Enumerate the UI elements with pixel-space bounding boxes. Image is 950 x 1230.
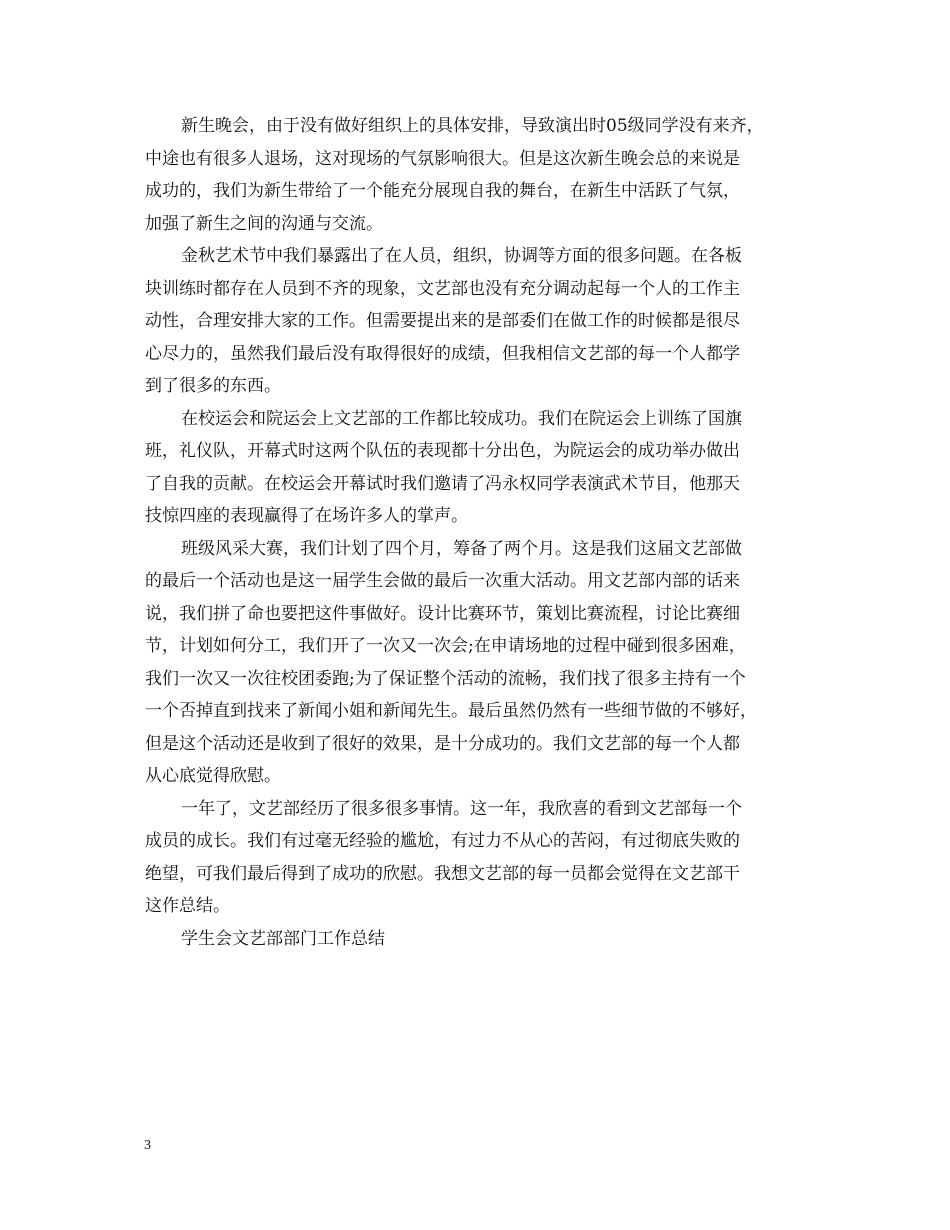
text-line: 金秋艺术节中我们暴露出了在人员，组织，协调等方面的很多问题。在各板 bbox=[181, 246, 742, 266]
text-line: 节，计划如何分工，我们开了一次又一次会;在申请场地的过程中碰到很多困难， bbox=[145, 636, 746, 656]
text-line: 新生晚会，由于没有做好组织上的具体安排，导致演出时05级同学没有来齐， bbox=[181, 116, 764, 136]
text-line: 一年了，文艺部经历了很多很多事情。这一年，我欣喜的看到文艺部每一个 bbox=[181, 798, 742, 819]
text-line: 技惊四座的表现赢得了在场许多人的掌声。 bbox=[145, 506, 468, 526]
text-line: 一个否掉直到找来了新闻小姐和新闻先生。最后虽然仍然有一些细节做的不够好， bbox=[145, 701, 757, 721]
text-line: 班级风采大赛，我们计划了四个月，筹备了两个月。这是我们这届文艺部做 bbox=[181, 538, 742, 559]
text-line: 在校运会和院运会上文艺部的工作都比较成功。我们在院运会上训练了国旗 bbox=[181, 408, 742, 429]
text-line: 我们一次又一次往校团委跑;为了保证整个活动的流畅，我们找了很多主持有一个 bbox=[145, 668, 746, 689]
text-line: 成员的成长。我们有过毫无经验的尴尬，有过力不从心的苦闷，有过彻底失败的 bbox=[145, 831, 740, 851]
text-line: 心尽力的，虽然我们最后没有取得很好的成绩，但我相信文艺部的每一个人都学 bbox=[145, 343, 740, 364]
text-line: 块训练时都存在人员到不齐的现象，文艺部也没有充分调动起每一个人的工作主 bbox=[145, 278, 740, 299]
text-line: 中途也有很多人退场，这对现场的气氛影响很大。但是这次新生晚会总的来说是 bbox=[145, 148, 740, 169]
text-line: 绝望，可我们最后得到了成功的欣慰。我想文艺部的每一员都会觉得在文艺部干 bbox=[145, 863, 740, 884]
text-line: 班，礼仪队，开幕式时这两个队伍的表现都十分出色，为院运会的成功举办做出 bbox=[145, 441, 740, 461]
text-line: 成功的，我们为新生带给了一个能充分展现自我的舞台，在新生中活跃了气氛， bbox=[145, 181, 740, 201]
text-line: 从心底觉得欣慰。 bbox=[145, 766, 281, 786]
text-line: 的最后一个活动也是这一届学生会做的最后一次重大活动。用文艺部内部的话来 bbox=[145, 571, 740, 591]
body-text bbox=[145, 116, 825, 961]
text-line: 这作总结。 bbox=[145, 896, 230, 916]
text-line: 动性，合理安排大家的工作。但需要提出来的是部委们在做工作的时候都是很尽 bbox=[145, 311, 740, 331]
text-line: 到了很多的东西。 bbox=[145, 376, 281, 396]
text-line: 但是这个活动还是收到了很好的效果，是十分成功的。我们文艺部的每一个人都 bbox=[145, 733, 740, 754]
section-title: 学生会文艺部部门工作总结 bbox=[181, 928, 385, 949]
text-line: 加强了新生之间的沟通与交流。 bbox=[145, 213, 383, 234]
text-line: 了自我的贡献。在校运会开幕试时我们邀请了冯永权同学表演武术节目，他那天 bbox=[145, 473, 740, 494]
text-line: 说，我们拼了命也要把这件事做好。设计比赛环节，策划比赛流程，讨论比赛细 bbox=[145, 603, 740, 624]
page-number: 3 bbox=[144, 1138, 151, 1153]
